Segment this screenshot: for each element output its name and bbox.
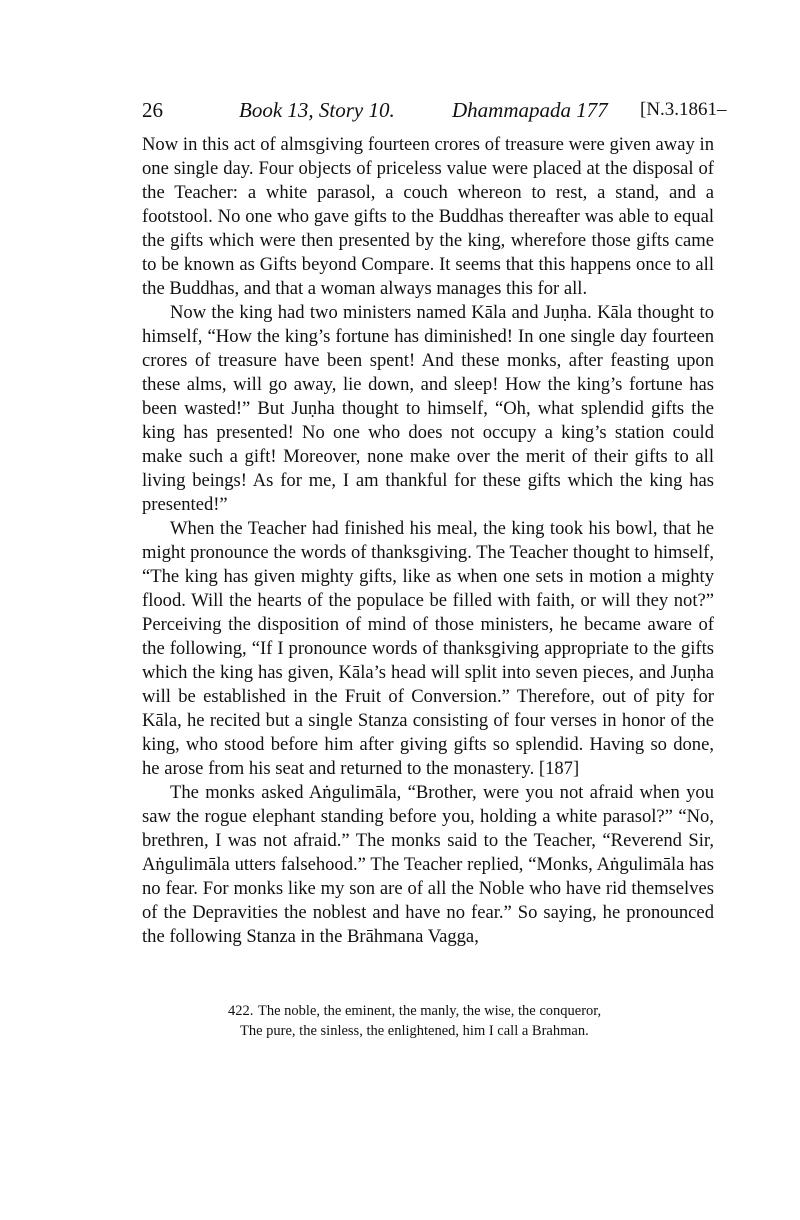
- paragraph-thanksgiving: When the Teacher had finished his meal, the king took his bowl, that he might pronounce the words of thanksgiving. The Teacher thought to himself, “The king has given mighty gifts, like as when one sets in motion a mighty flood. Will the hearts of the populace be filled with faith, or will they not?” Perceiving the disposition of mind of those ministers, he became aware of the following, “If I pronounce words of thanksgiving appropriate to the gifts which the king has given, Kāla’s head will split into seven pieces, and Juṇha will be established in the Fruit of Conversion.” Therefore, out of pity for Kāla, he recited but a single Stanza consisting of four verses in honor of the king, who stood before him after giving gifts so splendid. Having so done, he arose from his seat and returned to the monastery. [187]: [142, 518, 714, 779]
- stanza-line-2: The pure, the sinless, the enlightened, him I call a Brahman.: [240, 1023, 589, 1039]
- stanza-block: [228, 1001, 718, 1041]
- paragraph-ministers: Now the king had two ministers named Kāla and Juṇha. Kāla thought to himself, “How the king’s fortune has diminished! In one single day fourteen crores of treasure have been spent! And these monks, after feasting upon these alms, will go away, lie down, and sleep! How the king’s fortune has been wasted!” But Juṇha thought to himself, “Oh, what splendid gifts the king has presented! No one who does not occupy a king’s station could make such a gift! Moreover, none make over the merit of their gifts to all living beings! As for me, I am thankful for these gifts which the king has presented!”: [142, 302, 714, 515]
- stanza-line-1: [228, 1001, 718, 1021]
- paragraph-almsgiving: Now in this act of almsgiving fourteen crores of treasure were given away in one single day. Four objects of priceless value were placed at the disposal of the Teacher: a white parasol, a couch whereon to rest, a stand, and a footstool. No one who gave gifts to the Buddhas thereafter was able to equal the gifts which were then presented by the king, wherefore those gifts came to be known as Gifts beyond Compare. It seems that this happens once to all the Buddhas, and that a woman always manages this for all.: [142, 134, 714, 299]
- book-story-title: Book 13, Story 10.: [239, 98, 395, 122]
- stanza-number: 422.: [228, 1003, 254, 1019]
- running-header: [142, 94, 727, 126]
- body-text: [142, 133, 714, 949]
- paragraph-angulimala: The monks asked Aṅgulimāla, “Brother, were you not afraid when you saw the rogue elephant standing before you, holding a white parasol?” “No, brethren, I was not afraid.” The monks said to the Teacher, “Reverend Sir, Aṅgulimāla utters falsehood.” The Teacher replied, “Monks, Aṅgulimāla has no fear. For monks like my son are of all the Noble who have rid themselves of the Depravities the noblest and have no fear.” So saying, he pronounced the following Stanza in the Brāhmana Vagga,: [142, 782, 714, 947]
- dhammapada-reference: Dhammapada 177: [452, 98, 608, 122]
- page-number: 26: [142, 98, 163, 122]
- source-reference: [N.3.1861–: [640, 99, 727, 120]
- stanza-line-1-text: The noble, the eminent, the manly, the wise, the conqueror,: [258, 1003, 602, 1019]
